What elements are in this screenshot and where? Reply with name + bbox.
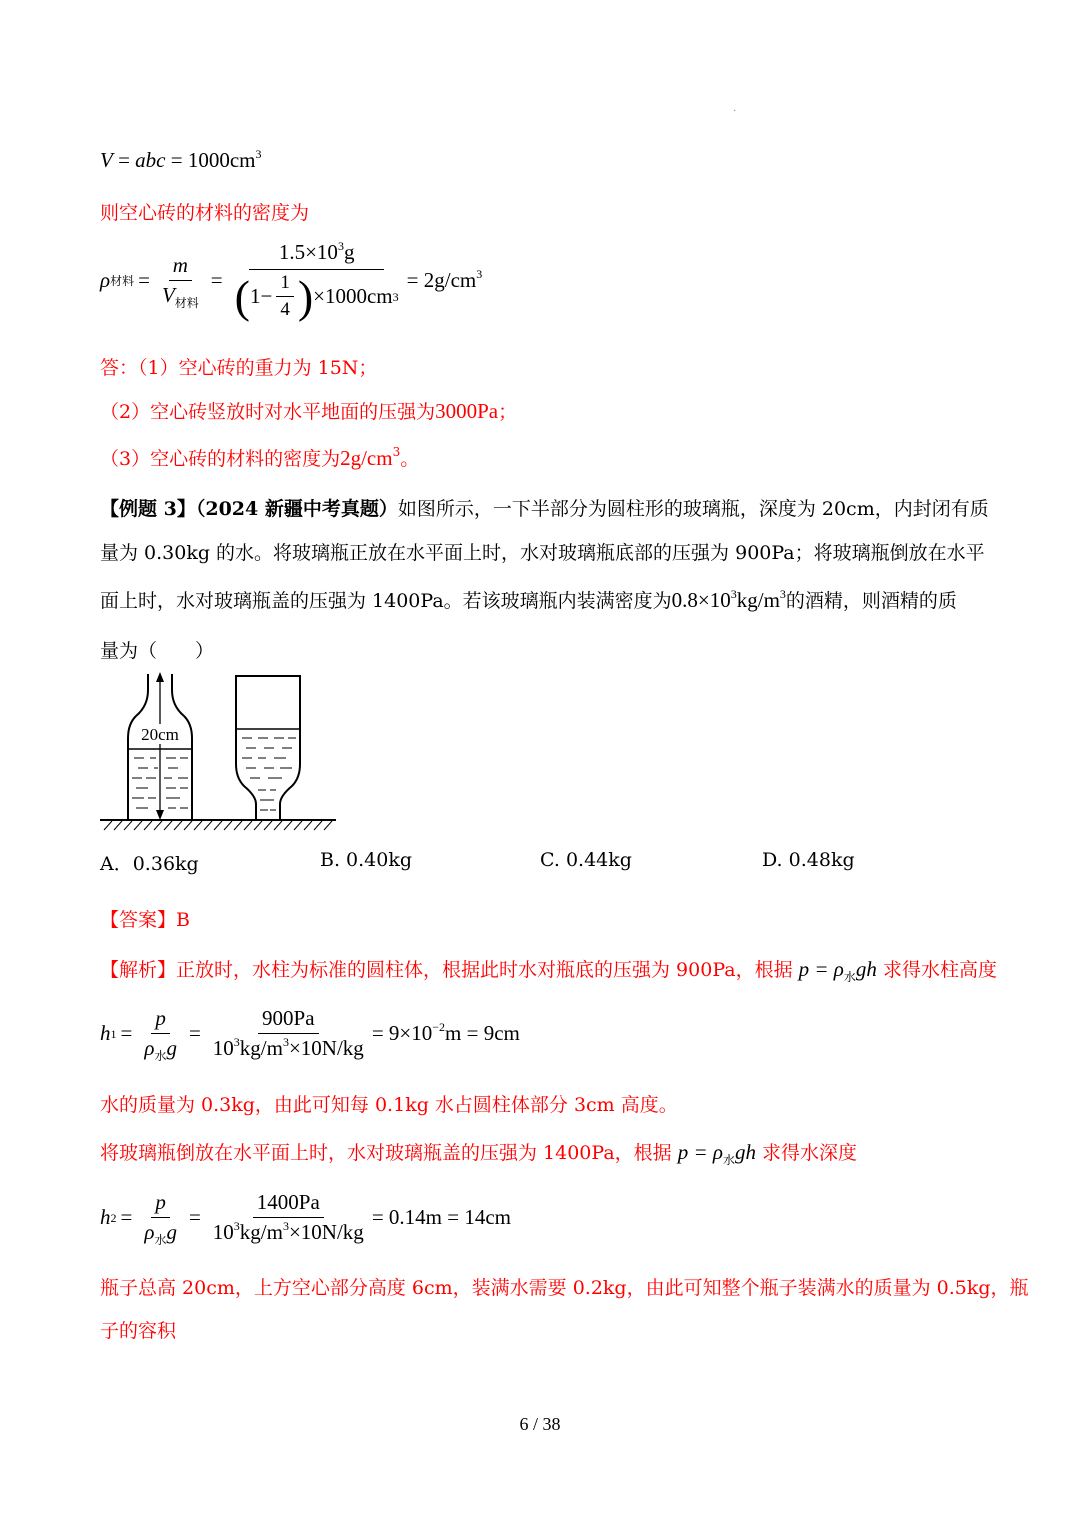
- equation-h2: h 2 = $\frac{p}{\rho_水g}$ = $\frac{1400Pa}{10^3kg/m^3\times 10N/kg}$ = 0.14m = 14cm: [100, 1190, 511, 1247]
- option-d: D. 0.48kg: [762, 849, 855, 871]
- page-number: 6 / 38: [519, 1414, 561, 1434]
- density-intro: 则空心砖的材料的密度为: [100, 202, 310, 224]
- problem-line-1: 【例题 3】（2024 新疆中考真题）如图所示，一下半部分为圆柱形的玻璃瓶，深度为 20cm，内封闭有质: [100, 498, 989, 520]
- option-a: A．0.36kg: [100, 853, 199, 875]
- svg-text:20cm: 20cm: [141, 725, 179, 744]
- analysis-line-1: 【解析】正放时，水柱为标准的圆柱体，根据此时水对瓶底的压强为 900Pa，根据 $p = \rho_水gh$ 求得水柱高度: [100, 957, 997, 984]
- equation-h1: h 1 = $\frac{p}{\rho_水g}$ = $\frac{900Pa}{10^3kg/m^3\times 10N/kg}$ = $9\times 10^{-2}m = 9cm$: [100, 1006, 520, 1063]
- analysis-line-3: 将玻璃瓶倒放在水平面上时，水对玻璃瓶盖的压强为 1400Pa，根据 $p = \rho_水gh$ 求得水深度: [100, 1140, 858, 1167]
- problem-line-4: 量为（ ）: [100, 640, 215, 662]
- option-c: C. 0.44kg: [540, 849, 632, 871]
- analysis-line-4: 瓶子总高 20cm，上方空心部分高度 6cm，装满水需要 0.2kg，由此可知整个瓶子装满水的质量为 0.5kg，瓶: [100, 1277, 1029, 1299]
- option-b: B. 0.40kg: [320, 849, 413, 871]
- bottle-figure: [96, 668, 342, 834]
- problem-line-2: 量为 0.30kg 的水。将玻璃瓶正放在水平面上时，水对玻璃瓶底部的压强为 900Pa；将玻璃瓶倒放在水平: [100, 542, 985, 564]
- equation-density: ρ 材料 = $\frac{m}{V_{材料}}$ = $1.5\times 10^3g$ ( 1− $\frac{1}{4}$ ) ×1000cm 3 = $2g/cm^3$: [100, 239, 483, 322]
- answer-2: （2）空心砖竖放时对水平地面的压强为3000Pa；: [100, 399, 518, 423]
- answer-1: 答：（1）空心砖的重力为 15N；: [100, 357, 378, 379]
- answer-3: （3）空心砖的材料的密度为$2g/cm^3$。: [100, 445, 420, 470]
- problem-line-3: 面上时，水对玻璃瓶盖的压强为 1400Pa。若该玻璃瓶内装满密度为$0.8\times 10^3kg/m^3$的酒精，则酒精的质: [100, 587, 957, 612]
- top-dot: ·: [733, 106, 737, 117]
- analysis-line-2: 水的质量为 0.3kg，由此可知每 0.1kg 水占圆柱体部分 3cm 高度。: [100, 1094, 678, 1116]
- analysis-line-5: 子的容积: [100, 1320, 177, 1342]
- equation-volume: V = abc = $1000cm^3$: [100, 147, 262, 172]
- answer-line: 【答案】B: [100, 909, 190, 931]
